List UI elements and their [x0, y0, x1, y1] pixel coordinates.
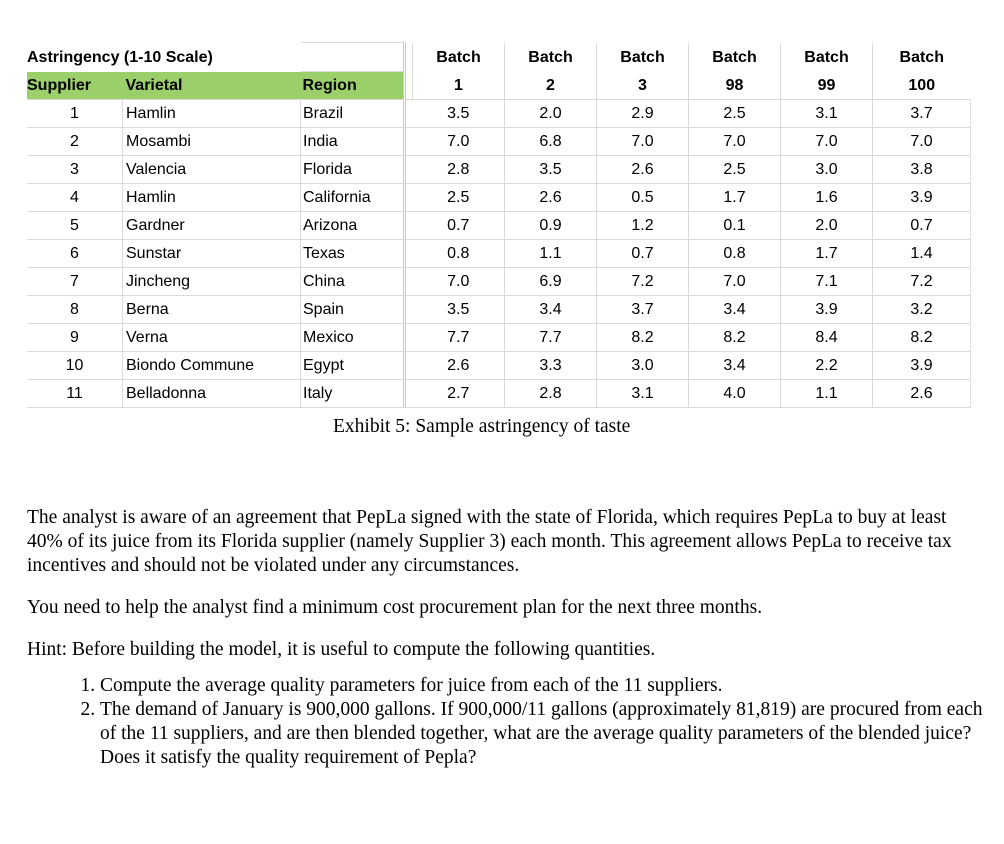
varietal-cell: Verna [123, 324, 301, 352]
batch-value-cell: 8.2 [873, 324, 971, 352]
batch-value-cell: 0.1 [689, 212, 781, 240]
batch-value-cell: 2.0 [505, 100, 597, 128]
batch-value-cell: 3.4 [689, 296, 781, 324]
batch-value-cell: 3.5 [413, 100, 505, 128]
batch-value-cell: 1.7 [689, 184, 781, 212]
batch-header-word: Batch [505, 43, 597, 72]
batch-value-cell: 1.1 [781, 380, 873, 408]
batch-value-cell: 2.9 [597, 100, 689, 128]
problem-text [27, 506, 987, 770]
supplier-cell: 4 [27, 184, 123, 212]
table-row [27, 296, 971, 324]
batch-value-cell: 3.8 [873, 156, 971, 184]
batch-value-cell: 7.1 [781, 268, 873, 296]
batch-header-word: Batch [413, 43, 505, 72]
batch-value-cell: 3.3 [505, 352, 597, 380]
batch-value-cell: 2.2 [781, 352, 873, 380]
batch-value-cell: 1.4 [873, 240, 971, 268]
spacer-cell [405, 212, 413, 240]
batch-value-cell: 2.6 [505, 184, 597, 212]
region-header: Region [301, 72, 405, 100]
region-cell: Brazil [301, 100, 405, 128]
batch-value-cell: 2.8 [413, 156, 505, 184]
astringency-table [27, 42, 971, 408]
paragraph: You need to help the analyst find a minimum cost procurement plan for the next three months. [27, 597, 763, 618]
table-row [27, 268, 971, 296]
table-row [27, 212, 971, 240]
spacer-cell [405, 380, 413, 408]
batch-value-cell: 2.5 [689, 156, 781, 184]
empty-cell [301, 43, 405, 72]
supplier-cell: 2 [27, 128, 123, 156]
paragraph: Hint: Before building the model, it is useful to compute the following quantities. [27, 639, 656, 660]
table-row [27, 240, 971, 268]
batch-value-cell: 1.1 [505, 240, 597, 268]
table-header-row [27, 72, 971, 100]
batch-value-cell: 7.7 [505, 324, 597, 352]
batch-value-cell: 3.0 [781, 156, 873, 184]
batch-value-cell: 7.7 [413, 324, 505, 352]
batch-header-word: Batch [899, 48, 944, 66]
batch-value-cell: 7.0 [689, 268, 781, 296]
region-cell: California [301, 184, 405, 212]
supplier-cell: 11 [27, 380, 123, 408]
region-cell: China [301, 268, 405, 296]
hint-item: 2. The demand of January is 900,000 gallons. If 900,000/11 gallons (approximately 81,819) are procured from each of the 11 suppliers, and are then blended together, what are the average quality parameters of the blended juice? Does it satisfy the quality requirement of Pepla? [100, 698, 987, 770]
batch-value-cell: 3.2 [873, 296, 971, 324]
varietal-cell: Gardner [123, 212, 301, 240]
batch-value-cell: 0.7 [873, 212, 971, 240]
batch-number-header: 100 [873, 72, 971, 100]
hint-item: 1. Compute the average quality parameters for juice from each of the 11 suppliers. [100, 674, 987, 698]
batch-value-cell: 7.0 [597, 128, 689, 156]
batch-value-cell: 3.7 [597, 296, 689, 324]
spacer-cell [405, 324, 413, 352]
batch-value-cell: 2.0 [781, 212, 873, 240]
supplier-cell: 1 [27, 100, 123, 128]
batch-value-cell: 4.0 [689, 380, 781, 408]
varietal-cell: Mosambi [123, 128, 301, 156]
batch-value-cell: 3.1 [781, 100, 873, 128]
table-row [27, 156, 971, 184]
batch-value-cell: 2.5 [689, 100, 781, 128]
spacer-cell [405, 268, 413, 296]
batch-header-word: Batch [689, 43, 781, 72]
batch-value-cell: 7.2 [873, 268, 971, 296]
batch-value-cell: 2.5 [413, 184, 505, 212]
batch-value-cell: 0.8 [689, 240, 781, 268]
batch-value-cell: 8.4 [781, 324, 873, 352]
varietal-cell: Sunstar [123, 240, 301, 268]
region-cell: Florida [301, 156, 405, 184]
exhibit-caption: Exhibit 5: Sample astringency of taste [333, 416, 631, 437]
table-row [27, 184, 971, 212]
table-row [27, 100, 971, 128]
batch-value-cell: 3.9 [873, 352, 971, 380]
batch-value-cell: 1.6 [781, 184, 873, 212]
batch-value-cell: 7.0 [413, 268, 505, 296]
region-cell: India [301, 128, 405, 156]
region-cell: Italy [301, 380, 405, 408]
batch-value-cell: 2.6 [413, 352, 505, 380]
spacer-cell [405, 296, 413, 324]
supplier-cell: 8 [27, 296, 123, 324]
varietal-cell: Belladonna [123, 380, 301, 408]
supplier-header: Supplier [27, 72, 123, 100]
supplier-cell: 5 [27, 212, 123, 240]
batch-value-cell: 2.6 [597, 156, 689, 184]
varietal-cell: Biondo Commune [123, 352, 301, 380]
batch-value-cell: 3.5 [505, 156, 597, 184]
batch-value-cell: 3.5 [413, 296, 505, 324]
region-cell: Mexico [301, 324, 405, 352]
spacer-cell [405, 240, 413, 268]
table-row [27, 324, 971, 352]
batch-value-cell: 3.0 [597, 352, 689, 380]
spacer-cell [405, 352, 413, 380]
supplier-cell: 7 [27, 268, 123, 296]
region-cell: Arizona [301, 212, 405, 240]
table-row [27, 352, 971, 380]
region-cell: Spain [301, 296, 405, 324]
batch-header-word: Batch [597, 43, 689, 72]
batch-value-cell: 8.2 [689, 324, 781, 352]
batch-value-cell: 0.7 [597, 240, 689, 268]
spacer-cell [405, 184, 413, 212]
varietal-cell: Jincheng [123, 268, 301, 296]
batch-value-cell: 1.7 [781, 240, 873, 268]
varietal-cell: Hamlin [123, 184, 301, 212]
batch-value-cell: 7.0 [873, 128, 971, 156]
table-row [27, 380, 971, 408]
paragraph: The analyst is aware of an agreement that PepLa signed with the state of Florida, which requires PepLa to buy at least 40% of its juice from its Florida supplier (namely Supplier 3) each month. This agreement allows PepLa to receive tax incentives and should not be violated under any circumstances. [27, 507, 952, 576]
batch-number-header: 98 [689, 72, 781, 100]
batch-value-cell: 2.6 [873, 380, 971, 408]
supplier-cell: 9 [27, 324, 123, 352]
batch-value-cell: 6.9 [505, 268, 597, 296]
batch-number-header: 2 [505, 72, 597, 100]
batch-value-cell: 2.7 [413, 380, 505, 408]
batch-value-cell: 0.5 [597, 184, 689, 212]
table-body [27, 100, 971, 408]
spacer-cell [405, 100, 413, 128]
supplier-cell: 3 [27, 156, 123, 184]
region-cell: Egypt [301, 352, 405, 380]
batch-value-cell: 1.2 [597, 212, 689, 240]
batch-value-cell: 3.4 [689, 352, 781, 380]
batch-value-cell: 0.9 [505, 212, 597, 240]
spacer-cell [405, 156, 413, 184]
batch-value-cell: 0.7 [413, 212, 505, 240]
hint-list [27, 674, 987, 770]
supplier-cell: 10 [27, 352, 123, 380]
batch-number-header: 99 [781, 72, 873, 100]
batch-value-cell: 2.8 [505, 380, 597, 408]
varietal-cell: Berna [123, 296, 301, 324]
batch-value-cell: 7.0 [781, 128, 873, 156]
batch-value-cell: 7.2 [597, 268, 689, 296]
batch-number-header: 1 [413, 72, 505, 100]
spacer-cell [405, 128, 413, 156]
varietal-header: Varietal [123, 72, 301, 100]
supplier-cell: 6 [27, 240, 123, 268]
region-cell: Texas [301, 240, 405, 268]
batch-value-cell: 3.9 [781, 296, 873, 324]
varietal-cell: Hamlin [123, 100, 301, 128]
varietal-cell: Valencia [123, 156, 301, 184]
batch-value-cell: 3.7 [873, 100, 971, 128]
batch-value-cell: 0.8 [413, 240, 505, 268]
table-title-row [27, 43, 971, 72]
batch-value-cell: 3.4 [505, 296, 597, 324]
batch-value-cell: 8.2 [597, 324, 689, 352]
batch-value-cell: 7.0 [689, 128, 781, 156]
batch-number-header: 3 [597, 72, 689, 100]
batch-value-cell: 6.8 [505, 128, 597, 156]
batch-value-cell: 3.1 [597, 380, 689, 408]
batch-value-cell: 7.0 [413, 128, 505, 156]
table-row [27, 128, 971, 156]
table-title: Astringency (1-10 Scale) [27, 48, 213, 66]
batch-value-cell: 3.9 [873, 184, 971, 212]
batch-header-word: Batch [781, 43, 873, 72]
